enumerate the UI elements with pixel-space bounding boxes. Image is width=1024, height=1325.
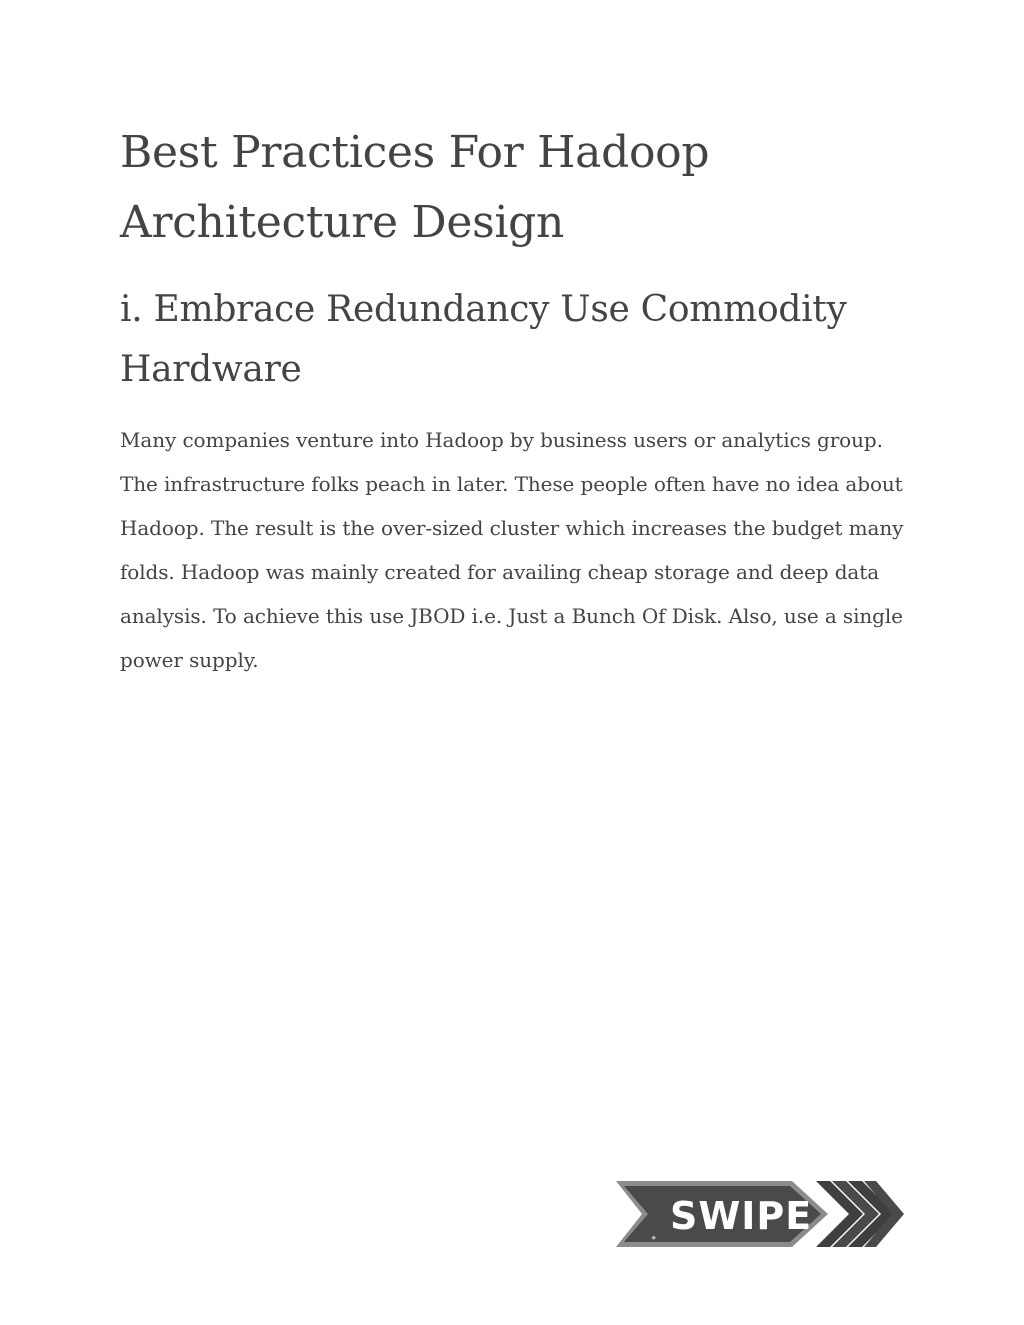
sparkle-icon: ✦ [650,1234,658,1244]
page-title: Best Practices For Hadoop Architecture Design [120,127,710,248]
swipe-label: SWIPE [670,1194,813,1238]
body-paragraph: Many companies venture into Hadoop by business users or analytics group. The infrastructure folks peach in later. These people often have no idea about Hadoop. The result is the over-sized cluster which increases the budget many folds. Hadoop was mainly created for availing cheap storage and deep data analysis. To achieve this use JBOD i.e. Just a Bunch Of Disk. Also, use a single power supply. [120,428,904,672]
section-heading: i. Embrace Redundancy Use Commodity Hardware [120,289,847,390]
chevron-right-icon [816,1181,904,1247]
swipe-arrow-graphic [614,1178,904,1250]
swipe-button[interactable] [614,1178,904,1250]
